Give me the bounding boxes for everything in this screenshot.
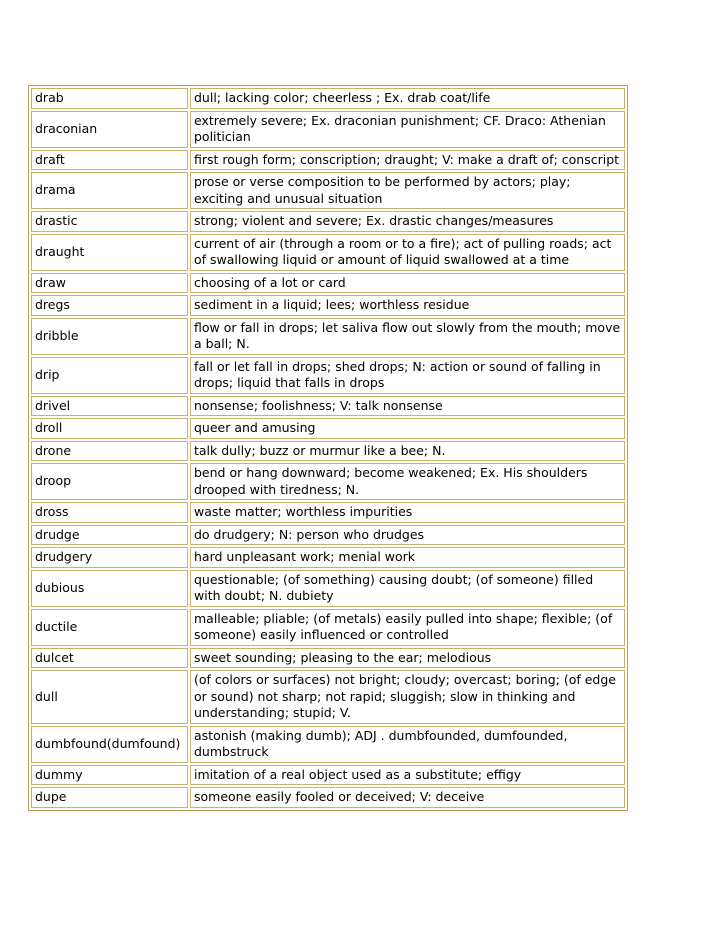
word-text: draught [35,243,85,259]
word-cell [31,609,188,646]
definition-cell [190,273,625,294]
definition-cell [190,88,625,109]
table-row [31,765,625,786]
definition-text: prose or verse composition to be performed by actors; play; exciting and unusual situation [194,174,571,206]
definition-cell [190,726,625,763]
definition-text: dull; lacking color; cheerless ; Ex. drab coat/life [194,90,491,105]
word-text: dregs [35,297,70,312]
word-text: droop [35,473,72,489]
word-cell [31,670,188,724]
word-text: dull [35,688,58,704]
word-cell [31,211,188,232]
word-cell [31,150,188,171]
definition-cell [190,609,625,646]
definition-cell [190,502,625,523]
word-text: drab [35,90,64,105]
table-row [31,547,625,568]
vocabulary-table-body [31,88,625,808]
definition-cell [190,150,625,171]
definition-cell [190,111,625,148]
table-row [31,670,625,724]
definition-cell [190,670,625,724]
word-text: draft [35,151,65,167]
definition-cell [190,211,625,232]
definition-cell [190,648,625,669]
word-cell [31,273,188,294]
table-row [31,357,625,394]
definition-cell [190,525,625,546]
table-row [31,172,625,209]
word-text: draw [35,274,66,290]
definition-cell [190,318,625,355]
definition-text: extremely severe; Ex. draconian punishment; CF. Draco: Athenian politician [194,112,606,144]
table-row [31,463,625,500]
definition-text: strong; violent and severe; Ex. drastic changes/measures [194,213,554,228]
word-cell [31,111,188,148]
definition-cell [190,172,625,209]
word-cell [31,441,188,462]
definition-text: waste matter; worthless impurities [194,504,413,519]
definition-text: current of air (through a room or to a fire); act of pulling roads; act of swallowing liquid or amount of liquid swallowed at a time [194,235,612,267]
table-row [31,234,625,271]
table-row [31,150,625,171]
table-row [31,273,625,294]
word-cell [31,88,188,109]
definition-text: nonsense; foolishness; V: talk nonsense [194,397,443,413]
word-cell [31,726,188,763]
word-text: dupe [35,789,67,804]
word-text: drama [35,182,76,198]
word-cell [31,418,188,439]
word-text: ductile [35,618,78,634]
table-row [31,111,625,148]
word-cell [31,787,188,808]
word-text: drastic [35,213,78,228]
definition-cell [190,765,625,786]
definition-text: choosing of a lot or card [194,274,346,290]
definition-text: do drudgery; N: person who drudges [194,526,425,542]
table-row [31,396,625,417]
word-text: dumbfound(dumfound) [35,735,181,751]
definition-text: talk dully; buzz or murmur like a bee; N. [194,442,446,458]
definition-cell [190,463,625,500]
word-text: draconian [35,120,98,136]
definition-text: first rough form; conscription; draught; V: make a draft of; conscript [194,151,620,167]
word-cell [31,765,188,786]
table-row [31,441,625,462]
definition-cell [190,441,625,462]
table-row [31,502,625,523]
word-cell [31,295,188,316]
definition-text: someone easily fooled or deceived; V: deceive [194,789,485,804]
definition-cell [190,234,625,271]
table-row [31,726,625,763]
word-cell [31,357,188,394]
table-row [31,211,625,232]
word-cell [31,318,188,355]
table-row [31,648,625,669]
table-row [31,418,625,439]
table-row [31,787,625,808]
word-text: dubious [35,579,85,595]
definition-text: astonish (making dumb); ADJ . dumbfounded, dumfounded, dumbstruck [194,727,568,759]
definition-cell [190,547,625,568]
definition-cell [190,418,625,439]
definition-text: sweet sounding; pleasing to the ear; melodious [194,649,492,665]
word-cell [31,502,188,523]
definition-cell [190,295,625,316]
table-row [31,88,625,109]
word-text: drone [35,442,72,458]
definition-text: imitation of a real object used as a substitute; effigy [194,766,522,782]
table-row [31,525,625,546]
definition-text: sediment in a liquid; lees; worthless residue [194,297,470,312]
word-cell [31,463,188,500]
definition-text: questionable; (of something) causing doubt; (of someone) filled with doubt; N. dubiety [194,571,594,603]
word-cell [31,234,188,271]
definition-text: (of colors or surfaces) not bright; cloudy; overcast; boring; (of edge or sound) not sharp; not rapid; sluggish; slow in thinking and understanding; stupid; V. [194,672,616,720]
word-cell [31,396,188,417]
definition-text: fall or let fall in drops; shed drops; N: action or sound of falling in drops; liquid that falls in drops [194,358,601,390]
definition-text: hard unpleasant work; menial work [194,549,416,564]
word-text: droll [35,420,63,435]
table-row [31,609,625,646]
word-text: drivel [35,397,71,413]
definition-cell [190,570,625,607]
vocabulary-table [28,85,628,811]
word-cell [31,570,188,607]
word-text: drudgery [35,549,93,564]
definition-cell [190,357,625,394]
table-row [31,318,625,355]
word-cell [31,525,188,546]
word-cell [31,172,188,209]
word-text: dross [35,504,69,519]
definition-text: flow or fall in drops; let saliva flow out slowly from the mouth; move a ball; N. [194,319,621,351]
word-text: dummy [35,766,83,782]
word-text: dulcet [35,649,74,665]
word-text: drudge [35,526,80,542]
word-text: dribble [35,327,79,343]
definition-text: queer and amusing [194,420,316,435]
word-text: drip [35,366,60,382]
word-cell [31,547,188,568]
definition-cell [190,396,625,417]
definition-cell [190,787,625,808]
table-row [31,570,625,607]
definition-text: bend or hang downward; become weakened; Ex. His shoulders drooped with tiredness; N. [194,465,588,497]
table-row [31,295,625,316]
definition-text: malleable; pliable; (of metals) easily pulled into shape; flexible; (of someone) easily influenced or controlled [194,610,613,642]
word-cell [31,648,188,669]
